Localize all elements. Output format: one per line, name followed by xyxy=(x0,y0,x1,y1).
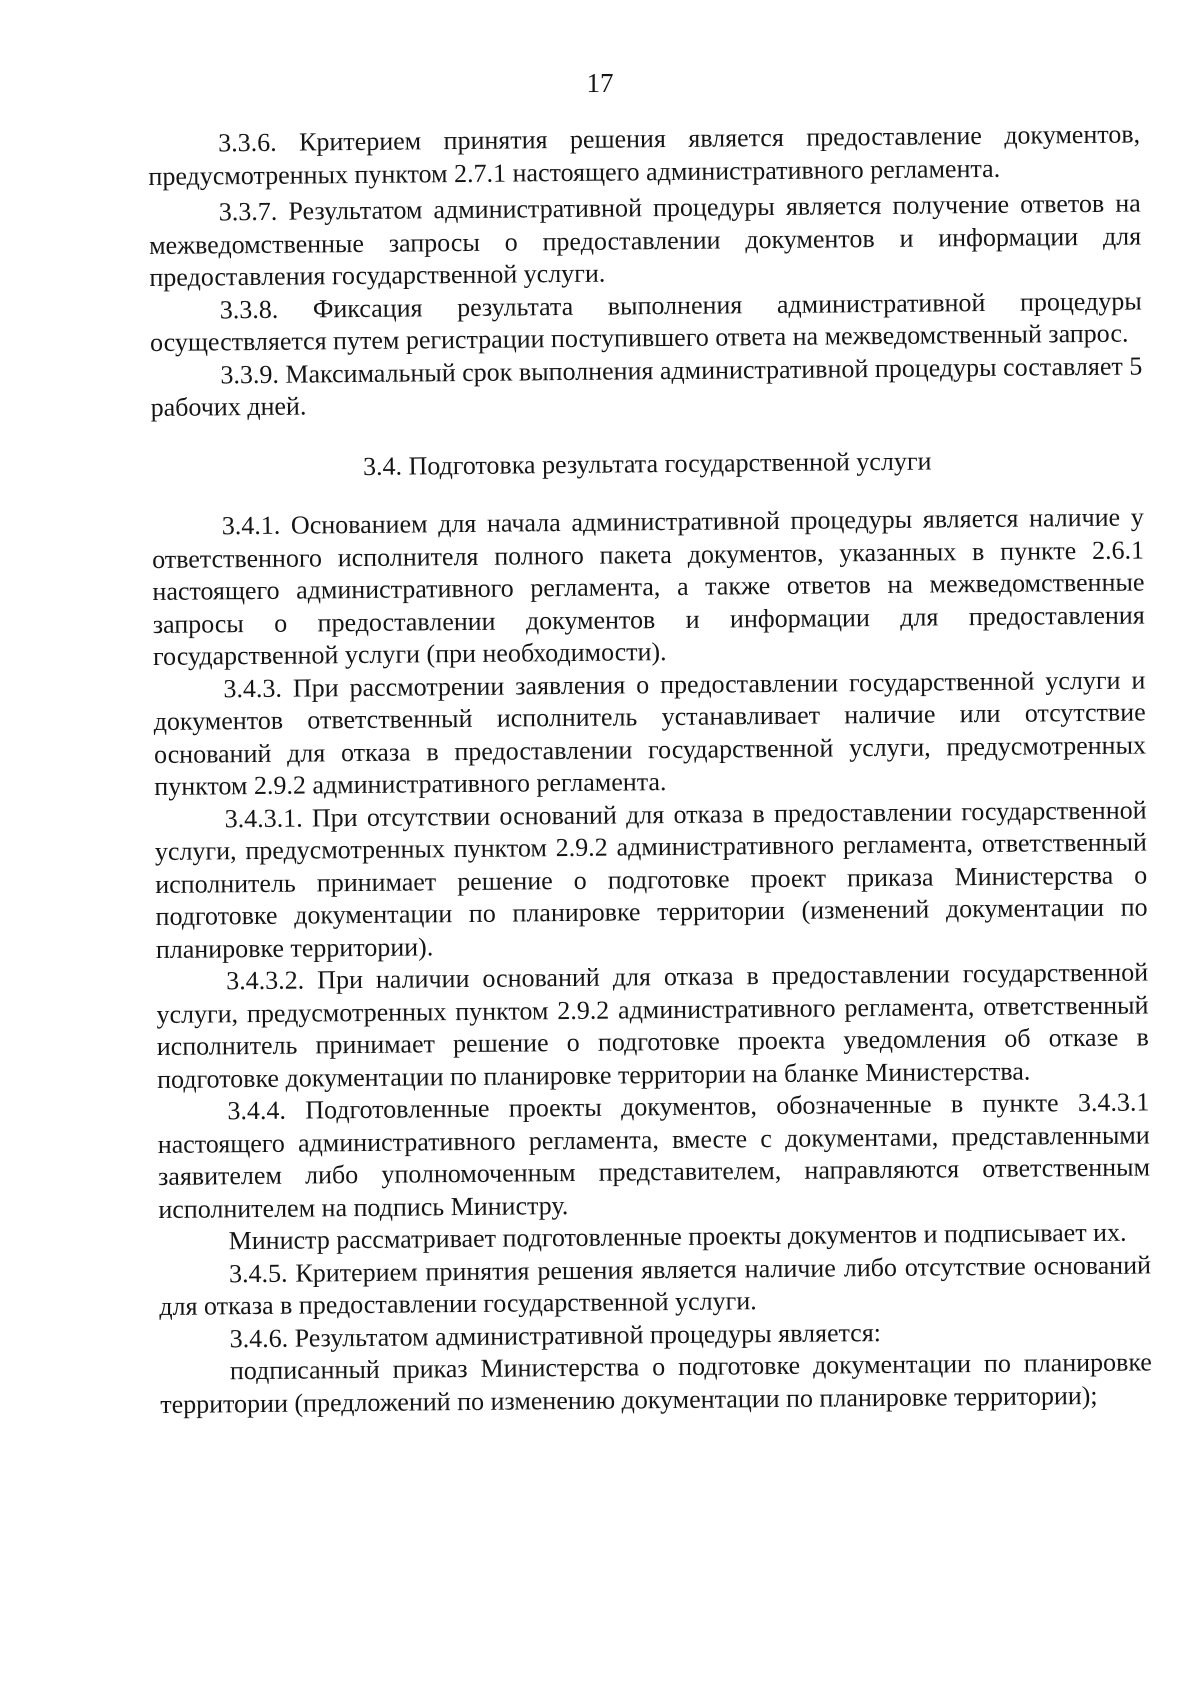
paragraph-3-4-3-2: 3.4.3.2. При наличии оснований для отказа в предоставлении государственной услуги, предусмотренных пунктом 2.9.2 административного регламента, ответственный исполнитель принимает решение о подготовке проекта уведомления об отказе в подготовке документации по планировке территории на бланке Министерства. xyxy=(156,957,1149,1094)
paragraph-3-4-3: 3.4.3. При рассмотрении заявления о предоставлении государственной услуги и документов ответственный исполнитель устанавливает наличие или отсутствие оснований для отказа в предоставлении государственной услуги, предусмотренных пунктом 2.9.2 административного регламента. xyxy=(153,664,1147,801)
paragraph-3-3-6: 3.3.6. Критерием принятия решения является предоставление документов, предусмотренных пунктом 2.7.1 настоящего административного регламента. xyxy=(148,119,1141,191)
page-number: 17 xyxy=(586,68,614,98)
section-heading-3-4: 3.4. Подготовка результата государственной услуги xyxy=(362,445,932,481)
paragraph-3-4-1: 3.4.1. Основанием для начала административной процедуры является наличие у ответственного исполнителя полного пакета документов, указанных в пункте 2.6.1 настоящего административного регламента, а также ответов на межведомственные запросы о предоставлении документов и информации для предоставления государственной услуги (при необходимости). xyxy=(151,502,1145,671)
paragraph-3-4-6: 3.4.6. Результатом административной процедуры является: xyxy=(229,1317,882,1353)
paragraph-3-4-4: 3.4.4. Подготовленные проекты документов, обозначенные в пункте 3.4.3.1 настоящего административного регламента, вместе с документами, представленными заявителем либо уполномоченным представителем, направляются ответственным исполнителем на подпись Министру. xyxy=(157,1087,1151,1224)
paragraph-3-3-8: 3.3.8. Фиксация результата выполнения административной процедуры осуществляется путем регистрации поступившего ответа на межведомственный запрос. xyxy=(149,285,1142,357)
paragraph-minister: Министр рассматривает подготовленные проекты документов и подписывает их. xyxy=(228,1217,1127,1256)
paragraph-3-4-5: 3.4.5. Критерием принятия решения является наличие либо отсутствие оснований для отказа в предоставлении государственной услуги. xyxy=(159,1249,1152,1321)
paragraph-3-4-3-1: 3.4.3.1. При отсутствии оснований для отказа в предоставлении государственной услуги, предусмотренных пунктом 2.9.2 административного регламента, ответственный исполнитель принимает решение о подготовке проект приказа Министерства о подготовке документации по планировке территории (изменений документации по планировке территории). xyxy=(154,794,1148,964)
paragraph-signed-order: подписанный приказ Министерства о подготовке документации по планировке территории (предложений по изменению документации по планировке территории); xyxy=(160,1347,1153,1419)
document-body xyxy=(148,118,1152,1420)
paragraph-3-3-7: 3.3.7. Результатом административной процедуры является получение ответов на межведомственные запросы о предоставлении документов и информации для предоставления государственной услуги. xyxy=(148,188,1142,292)
paragraph-3-3-9: 3.3.9. Максимальный срок выполнения административной процедуры составляет 5 рабочих дней. xyxy=(150,350,1143,422)
